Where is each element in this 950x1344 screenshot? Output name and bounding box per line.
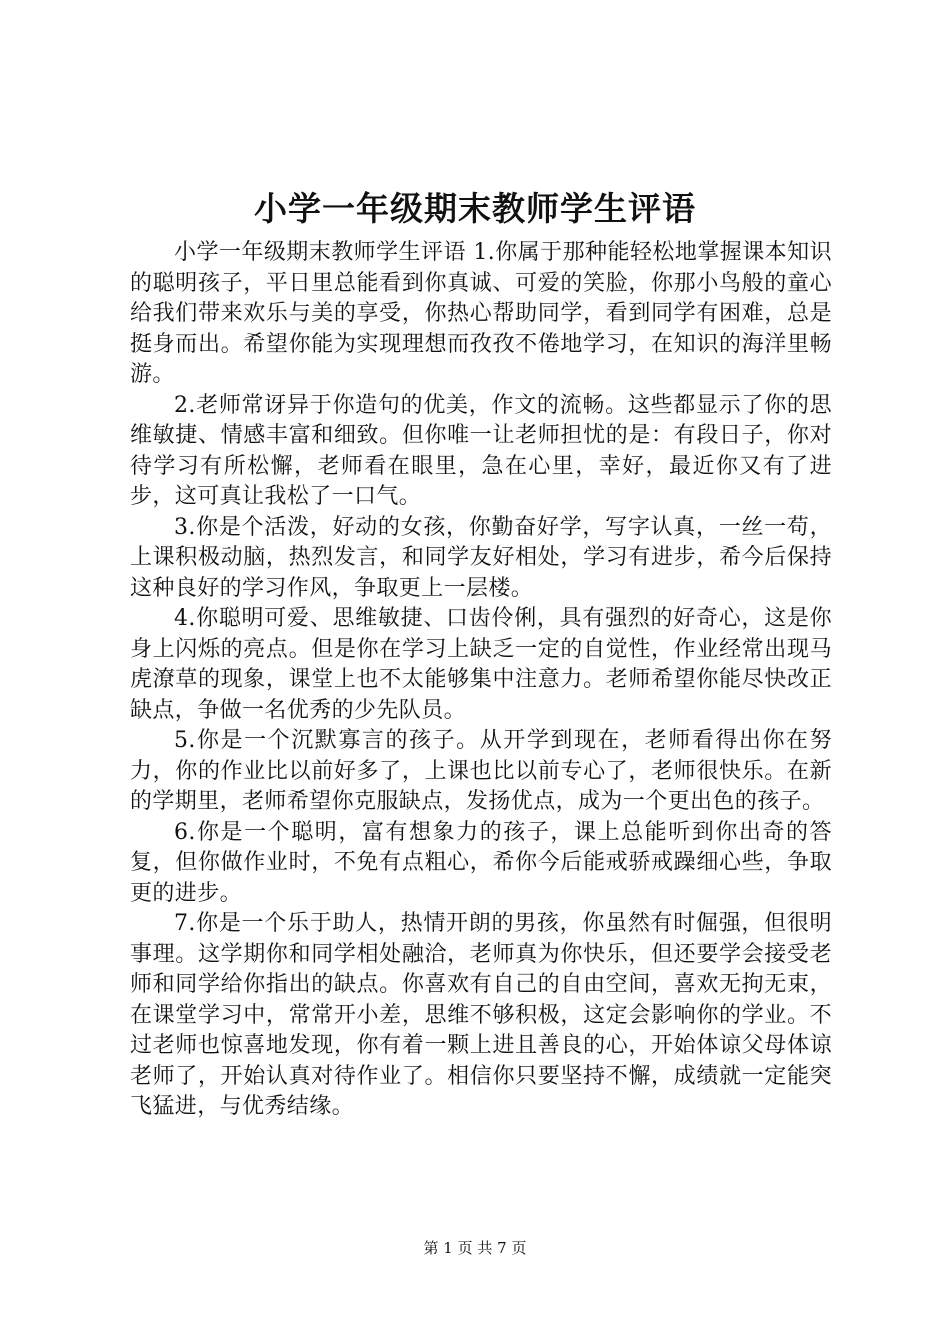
paragraph-1: 小学一年级期末教师学生评语 1.你属于那种能轻松地掌握课本知识的聪明孩子，平日里总能看到你真诚、可爱的笑脸，你那小鸟般的童心给我们带来欢乐与美的享受，你热心帮助同学，看到同学有困难，总是挺身而出。希望你能为实现理想而孜孜不倦地学习，在知识的海洋里畅游。 [130,240,832,387]
paragraph-4: 4.你聪明可爱、思维敏捷、口齿伶俐，具有强烈的好奇心，这是你身上闪烁的亮点。但是你在学习上缺乏一定的自觉性，作业经常出现马虎潦草的现象，课堂上也不太能够集中注意力。老师希望你能尽快改正缺点，争做一名优秀的少先队员。 [130,606,832,723]
page-title: 小学一年级期末教师学生评语 [254,189,696,228]
paragraph-3: 3.你是个活泼，好动的女孩，你勤奋好学，写字认真，一丝一苟，上课积极动脑，热烈发言，和同学友好相处，学习有进步，希今后保持这种良好的学习作风，争取更上一层楼。 [130,514,832,601]
paragraph-2: 2.老师常讶异于你造句的优美，作文的流畅。这些都显示了你的思维敏捷、情感丰富和细致。但你唯一让老师担忧的是：有段日子，你对待学习有所松懈，老师看在眼里，急在心里，幸好，最近你又有了进步，这可真让我松了一口气。 [130,392,832,509]
page-number-footer: 第 1 页 共 7 页 [423,1239,527,1257]
document-body [130,238,832,1123]
paragraph-7: 7.你是一个乐于助人，热情开朗的男孩，你虽然有时倔强，但很明事理。这学期你和同学相处融洽，老师真为你快乐，但还要学会接受老师和同学给你指出的缺点。你喜欢有自己的自由空间，喜欢无拘无束，在课堂学习中，常常开小差，思维不够积极，这定会影响你的学业。不过老师也惊喜地发现，你有着一颗上进且善良的心，开始体谅父母体谅老师了，开始认真对待作业了。相信你只要坚持不懈，成绩就一定能突飞猛进，与优秀结缘。 [130,911,832,1119]
paragraph-5: 5.你是一个沉默寡言的孩子。从开学到现在，老师看得出你在努力，你的作业比以前好多了，上课也比以前专心了，老师很快乐。在新的学期里，老师希望你克服缺点，发扬优点，成为一个更出色的孩子。 [130,728,832,814]
paragraph-6: 6.你是一个聪明，富有想象力的孩子，课上总能听到你出奇的答复，但你做作业时，不免有点粗心，希你今后能戒骄戒躁细心些，争取更的进步。 [130,819,832,906]
